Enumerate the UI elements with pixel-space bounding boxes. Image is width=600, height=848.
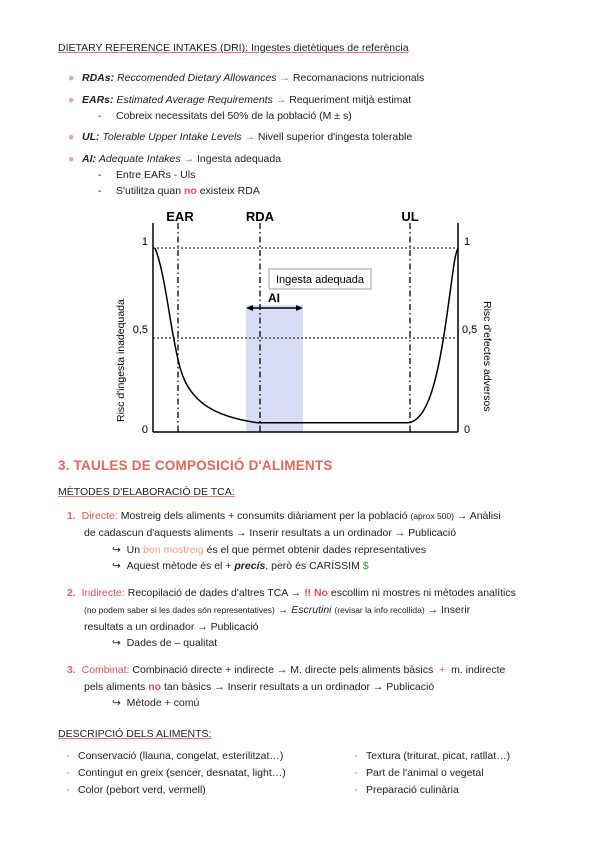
ytick-left-0: 0 [141, 424, 148, 436]
list-item: - Contingut en greix (sencer, desnatat, light…) [66, 767, 286, 779]
ytick-left-1: 1 [141, 236, 148, 248]
method-1: 1. Directe: Mostreig dels aliments + consumits diàriament per la població (aprox 500) → Anàlisi [67, 510, 501, 522]
marker-rda: RDA [245, 209, 275, 224]
method-2-line2: (no podem saber si les dades són representatives) → Escrutini (revisar la info recollida) → Inserir [84, 604, 471, 616]
desc-left-list [66, 748, 286, 799]
method-1-sub1: ↪ Un bon mostreig és el que permet obtenir dades representatives [112, 544, 427, 556]
def-ai: ● AI: Adequate Intakes → Ingesta adequada [68, 153, 282, 165]
def-rda: ● RDAs: Reccomended Dietary Allowances → Recomanacions nutricionals [68, 72, 425, 84]
method-2-sub1: ↪ Dades de – qualitat [112, 637, 218, 649]
ylabel-right: Risc d'efectes adversos [481, 301, 493, 412]
marker-ear: EAR [166, 209, 194, 224]
def-ai-sub2: - S'utilitza quan no existeix RDA [98, 185, 260, 197]
ingesta-label: Ingesta adequada [275, 274, 365, 286]
methods-heading: MÈTODES D'ELABORACIÓ DE TCA: [58, 486, 235, 498]
ytick-right-0: 0 [464, 424, 471, 436]
def-ai-sub1: - Entre EARs - Uls [98, 169, 196, 181]
def-ear-sub: - Cobreix necessitats del 50% de la població (M ± s) [98, 110, 352, 122]
list-item: - Color (pebort verd, vermell) [66, 784, 206, 796]
method-2-line3: resultats a un ordinador → Publicació [84, 621, 259, 633]
dri-chart [108, 205, 498, 445]
ylabel-left: Risc d'ingesta inadequada [115, 299, 127, 422]
method-2: 2. Indirecte: Recopilació de dades d'altres TCA → !! No escollim ni mostres ni mètodes analítics [67, 587, 516, 599]
ytick-left-05: 0,5 [132, 324, 148, 336]
method-3-line2: pels aliments no tan bàsics → Inserir resultats a un ordinador → Publicació [84, 681, 435, 693]
ytick-right-1: 1 [464, 236, 471, 248]
method-1-sub2: ↪ Aquest mètode és el + precís, però és CARÍSSIM $ [112, 560, 369, 572]
page-title: DIETARY REFERENCE INTAKES (DRI): Ingestes dietètiques de referència [58, 42, 409, 54]
marker-ul: UL [401, 209, 419, 224]
list-item: - Part de l'animal o vegetal [354, 767, 484, 779]
ytick-right-05: 0,5 [462, 324, 478, 336]
ai-label: AI [268, 291, 280, 305]
list-item: - Textura (triturat, picat, ratllat…) [354, 750, 511, 762]
list-item: - Conservació (llauna, congelat, esterilitzat…) [66, 750, 284, 762]
ai-shaded-region [246, 305, 303, 432]
section-title: 3. TAULES DE COMPOSICIÓ D'ALIMENTS [58, 458, 333, 473]
method-3-sub1: ↪ Mètode + comú [112, 697, 200, 709]
list-item: - Preparació culinària [354, 784, 459, 796]
desc-heading: DESCRIPCIÓ DELS ALIMENTS: [58, 728, 212, 740]
desc-right-list [354, 748, 510, 799]
method-3: 3. Combinat: Combinació directe + indirecte → M. directe pels aliments bàsics + m. indirecte [67, 664, 506, 676]
def-ul: ● UL: Tolerable Upper Intake Levels → Nivell superior d'ingesta tolerable [68, 131, 413, 143]
def-ear: ● EARs: Estimated Average Requirements → Requeriment mitjà estimat [68, 94, 412, 106]
method-1-line2: de cadascun d'aquests aliments → Inserir resultats a un ordinador → Publicació [84, 527, 457, 539]
